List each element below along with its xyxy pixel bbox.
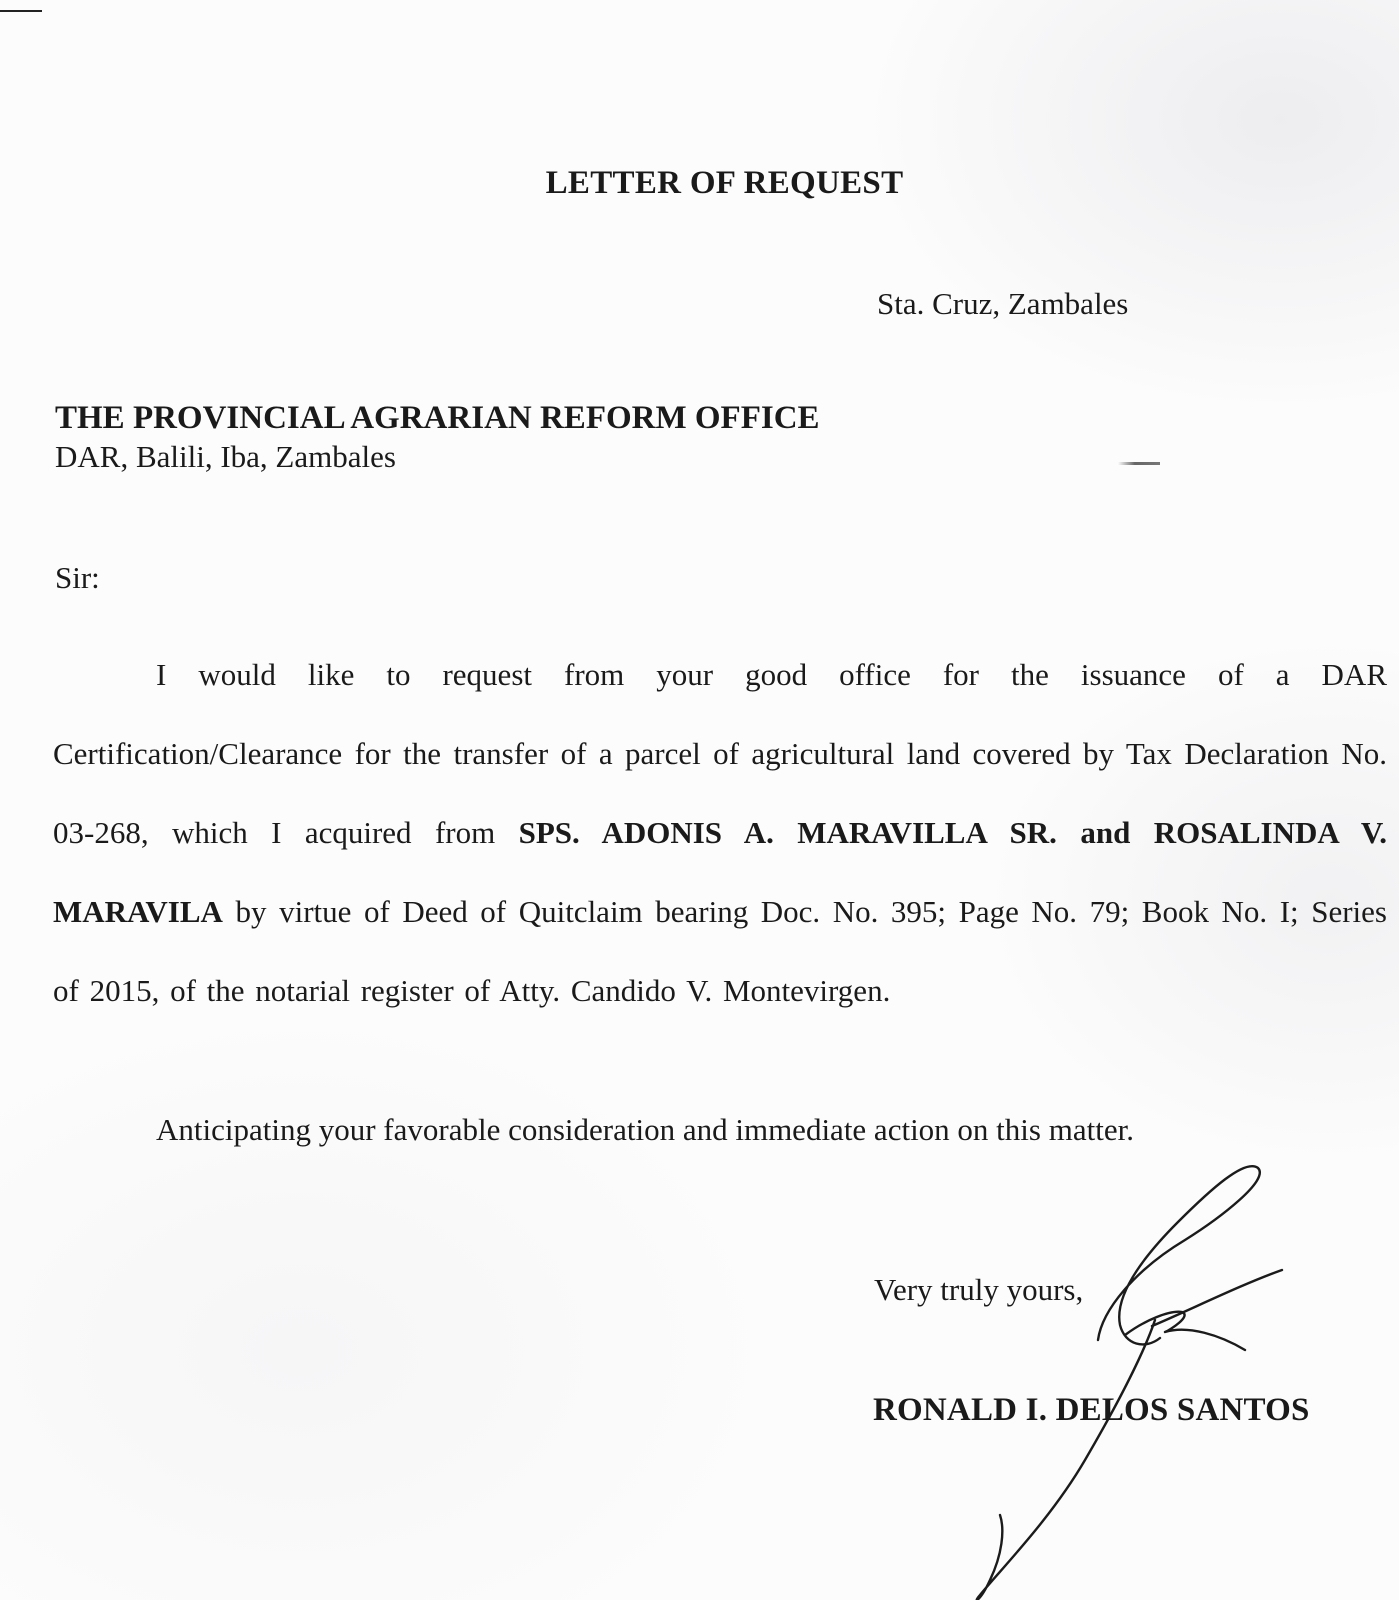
signature-upper-loop <box>1098 1166 1260 1344</box>
signature-tail <box>1152 1270 1282 1326</box>
handwritten-signature <box>920 1160 1320 1600</box>
stray-pen-mark <box>1118 462 1160 465</box>
complimentary-close: Very truly yours, <box>874 1272 1084 1307</box>
letter-title: LETTER OF REQUEST <box>545 165 904 201</box>
body-text-part1: I would like to request from your good office for the issuance of a DAR Certification/Clearance for the transfer of a parcel of agricultural land covered by Tax Declaration No. 03-268, which I acquired from <box>53 657 1387 850</box>
signer-name: RONALD I. DELOS SANTOS <box>873 1392 1310 1428</box>
body-text-part2: by virtue of Deed of Quitclaim bearing Doc. No. 395; Page No. 79; Book No. I; Series of 2015, of the notarial register of Atty. Candido V. Montevirgen. <box>53 894 1387 1008</box>
addressee-address: DAR, Balili, Iba, Zambales <box>55 439 396 474</box>
signature-stem <box>977 1320 1155 1600</box>
corner-scan-mark <box>0 10 42 12</box>
salutation: Sir: <box>55 560 100 595</box>
signature-cross-stroke <box>1125 1312 1245 1350</box>
addressee-name: THE PROVINCIAL AGRARIAN REFORM OFFICE <box>55 400 820 436</box>
closing-paragraph: Anticipating your favorable consideration and immediate action on this matter. <box>156 1112 1134 1147</box>
letter-place: Sta. Cruz, Zambales <box>877 286 1129 321</box>
body-paragraph <box>53 635 1387 1030</box>
sellers-names: SPS. ADONIS A. MARAVILLA SR. and ROSALINDA V. MARAVILA <box>53 815 1387 929</box>
addressee-block <box>55 398 820 476</box>
